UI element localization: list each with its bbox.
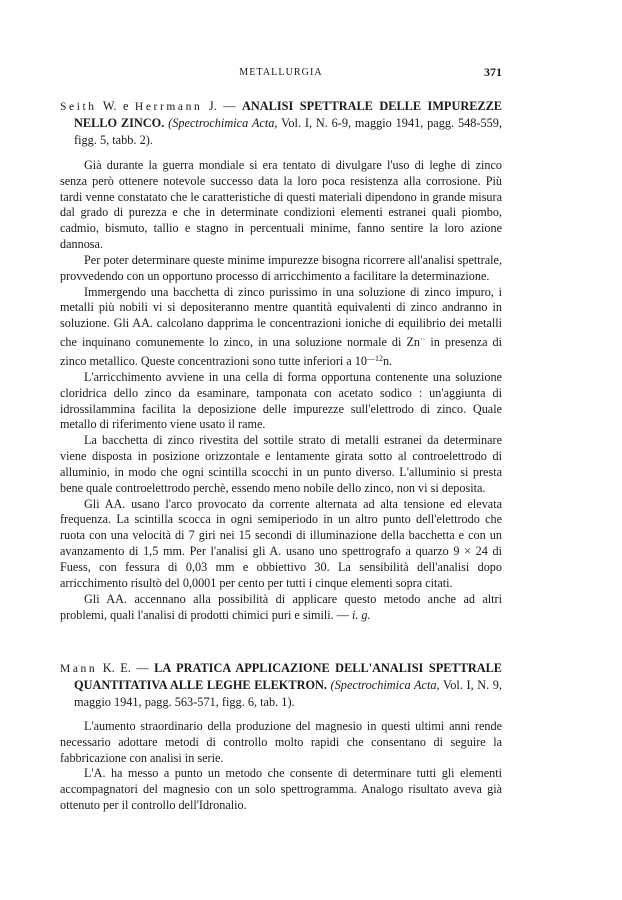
paragraph-text: in presenza di zinco metallico. Queste concentrazioni sono tutte inferiori a 10 — [60, 335, 502, 369]
paragraph: L'aumento straordinario della produzione del magnesio in questi ultimi anni rende necessario adottare metodi di controllo molto rapidi che consentano di seguire la fabbricazione con analisi in serie. — [60, 718, 502, 765]
paragraph — [60, 592, 502, 624]
abstract-entry — [60, 98, 502, 623]
author-surname: Herrmann — [134, 101, 203, 113]
paragraph: Per poter determinare queste minime impurezze bisogna ricorrere all'analisi spettrale, provvedendo con un opportuno processo di arricchimento a facilitare la determinazione. — [60, 252, 502, 283]
author-initial: W. — [96, 99, 117, 113]
author-initial: J. — [202, 99, 217, 113]
author-surname: Seith — [60, 101, 97, 113]
running-title: METALLURGIA — [239, 67, 323, 78]
paragraph: La bacchetta di zinco rivestita del sottile strato di metalli estranei da determinare viene disposta in posizione orizzontale e lentamente girata sotto al controelettrodo di alluminio, in modo che ogni scintilla scocchi in un punto diverso. L'alluminio si presta bene quale controelettrodo perchè, essendo meno nobile dello zinco, non vi si deposita. — [60, 433, 502, 495]
paragraph-text: n. — [382, 354, 393, 369]
paragraph: L'arricchimento avviene in una cella di forma opportuna contenente una soluzione cloridrica dello zinco da esaminare, tamponata con acetato sodico : un'aggiunta di idrossilammina facilita la deposizione delle impurezze sull'elettrodo di zinco. Quale metallo di riferimento viene usato il rame. — [60, 369, 502, 432]
citation-details: Vol. I, N. 9, maggio 1941, pagg. 563-571, figg. 6, tab. 1). — [74, 678, 502, 709]
author-conjunction: e — [116, 99, 135, 113]
exponent-superscript: —12 — [366, 354, 383, 364]
abstract-entry — [60, 660, 502, 814]
title-dash: — — [216, 99, 242, 113]
paragraph — [60, 285, 502, 370]
abstract-body — [60, 719, 502, 814]
citation-details: Vol. I, N. 6-9, maggio 1941, pagg. 548-559, figg. 5, tabb. 2). — [74, 116, 503, 147]
paragraph: Gli AA. usano l'arco provocato da corrente alternata ad alta tensione ed elevata frequenza. La scintilla scocca in ogni semiperiodo in un altro punto dell'elettrodo che ruota con una velocità di 7 giri nei 15 secondi di illuminazione della bacchetta e con un avanzamento di 1,5 mm. Per l'analisi gli A. usano uno spettrografo a quarzo 9 × 24 di Fuess, con fessura di 0,03 mm e obbiettivo 30. La sensibilità dell'analisi dopo arricchimento risultò del 0,0001 per cento per tutti i cinque elementi sopra citati. — [60, 496, 502, 590]
ion-charge-superscript: ·· — [419, 335, 426, 345]
journal-name: (Spectrochimica Acta, — [168, 116, 278, 131]
entry-heading — [60, 98, 502, 148]
journal-name: (Spectrochimica Acta, — [330, 678, 440, 693]
abstract-body — [60, 158, 502, 623]
entry-heading — [60, 660, 502, 710]
running-head — [60, 66, 502, 82]
author-initial: K. E. — [97, 661, 131, 675]
article-title: ANALISI SPETTRALE DELLE IMPUREZZE NELLO ZINCO. — [74, 99, 503, 131]
page-number: 371 — [484, 65, 502, 79]
author-surname: Mann — [60, 663, 98, 675]
paragraph-text: Immergendo una bacchetta di zinco purissimo in una soluzione di zinco impuro, i metalli più nobili vi si depositeranno mentre quantità equivalenti di zinco andranno in soluzione. Gli AA. calcolano dapprima le concentrazioni ioniche di equilibrio dei metalli che inquinano comunemente lo zinco, in una soluzione normale di Zn — [60, 284, 502, 350]
paragraph-text: Gli AA. accennano alla possibilità di applicare questo metodo anche ad altri problemi, quali l'analisi di prodotti chimici puri e simili. — — [60, 591, 502, 622]
paragraph: L'A. ha messo a punto un metodo che consente di determinare tutti gli elementi accompagnatori del magnesio con un solo spettrogramma. Analogo risultato aveva già ottenuto per il controllo dell'Idronalio. — [60, 766, 502, 813]
article-title: LA PRATICA APPLICAZIONE DELL'ANALISI SPETTRALE QUANTITATIVA ALLE LEGHE ELEKTRON. — [74, 661, 502, 693]
title-dash: — — [130, 661, 155, 675]
reviewer-signature: i. g. — [351, 607, 371, 622]
paragraph: Già durante la guerra mondiale si era tentato di divulgare l'uso di leghe di zinco senza però ottenere notevole successo data la loro poca resistenza alla corrosione. Più tardi venne constatato che le caratteristiche di questi materiali dipendono in grande misura dal grado di purezza e che in determinate condizioni elementi estranei quali piombo, cadmio, bismuto, tallio e stagno in percentuali minime, fanno sentire la loro azione dannosa. — [60, 157, 502, 252]
